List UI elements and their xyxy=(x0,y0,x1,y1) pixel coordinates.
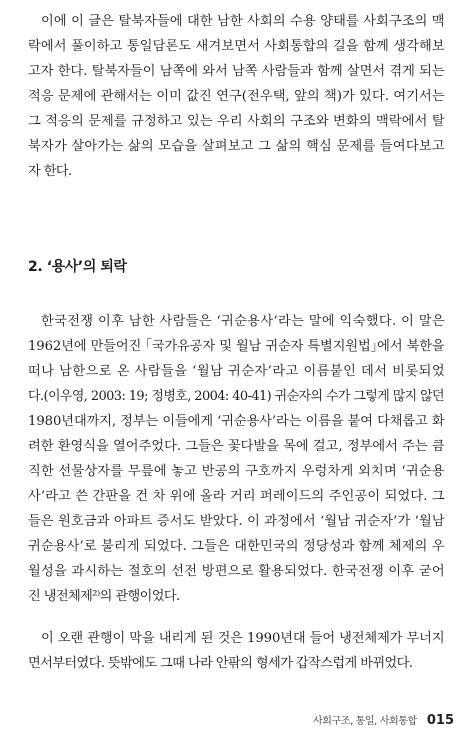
text-line: 월성을 과시하는 절호의 선전 방편으로 활용되었다. 한국전쟁 이후 굳어 xyxy=(28,564,445,579)
text-line: 1980년대까지, 정부는 이들에게 ‘귀순용사’라는 이름을 붙여 다채롭고 화 xyxy=(28,414,445,429)
text-line: 귀순용사’로 불리게 되었다. 그들은 대한민국의 정당성과 함께 체제의 우 xyxy=(28,539,445,554)
text-line: 한국전쟁 이후 남한 사람들은 ‘귀순용사’라는 말에 익숙했다. 이 말은 xyxy=(41,314,445,329)
text-line: 직한 선물상자를 무릎에 놓고 반공의 구호까지 우렁차게 외치며 ‘귀순용 xyxy=(28,464,445,479)
text-line: 진 냉전체제²⁾의 관행이었다. xyxy=(28,589,180,604)
text-line: 락에서 풀이하고 통일담론도 새겨보면서 사회통합의 길을 함께 생각해보 xyxy=(28,39,445,54)
text-line: 들은 원호금과 아파트 증서도 받았다. 이 과정에서 ‘월남 귀순자’가 ‘월남 xyxy=(28,514,445,529)
text-line: 1962년에 만들어진 ｢국가유공자 및 월남 귀순자 특별지원법｣에서 북한을 xyxy=(28,339,445,354)
text-line: 떠나 남한으로 온 사람들을 ‘월남 귀순자’라고 이름붙인 데서 비롯되었 xyxy=(28,364,446,379)
text-line: 이에 이 글은 탈북자들에 대한 남한 사회의 수용 양태를 사회구조의 맥 xyxy=(41,14,445,29)
text-line: 사’라고 쓴 간판을 건 차 위에 올라 거리 퍼레이드의 주인공이 되었다. 그 xyxy=(28,489,445,504)
page-number: 015 xyxy=(426,713,454,728)
text-line: 다.(이우영, 2003: 19; 정병호, 2004: 40-41) 귀순자의 수가 그렇게 많지 않던 xyxy=(28,389,444,404)
text-line: 고자 한다. 탈북자들이 남쪽에 와서 남쪽 사람들과 함께 살면서 겪게 되는 xyxy=(28,64,445,79)
text-line: 이 오랜 관행이 막을 내리게 된 것은 1990년대 들어 냉전체제가 무너지 xyxy=(41,631,445,646)
intro-paragraph xyxy=(28,9,444,184)
text-line: 면서부터였다. 뜻밖에도 그때 나라 안팎의 형세가 갑작스럽게 바뀌었다. xyxy=(28,656,413,671)
text-line: 그 적응의 문제를 규정하고 있는 우리 사회의 구조와 변화의 맥락에서 탈 xyxy=(28,114,445,129)
running-title: 사회구조, 통일, 사회통합 xyxy=(313,716,417,727)
text-line: 북자가 살아가는 삶의 모습을 살펴보고 그 삶의 핵심 문제를 들여다보고 xyxy=(28,139,445,154)
page-footer xyxy=(313,710,454,731)
section-heading: 2. ‘용사’의 퇴락 xyxy=(28,259,127,275)
text-line: 적응 문제에 관해서는 이미 값진 연구(전우택, 앞의 책)가 있다. 여기서는 xyxy=(28,89,445,104)
body-paragraph xyxy=(28,309,444,609)
text-line: 자 한다. xyxy=(28,164,72,179)
text-line: 려한 환영식을 열어주었다. 그들은 꽃다발을 목에 걸고, 정부에서 주는 큼 xyxy=(28,439,445,454)
closing-paragraph xyxy=(28,626,444,676)
